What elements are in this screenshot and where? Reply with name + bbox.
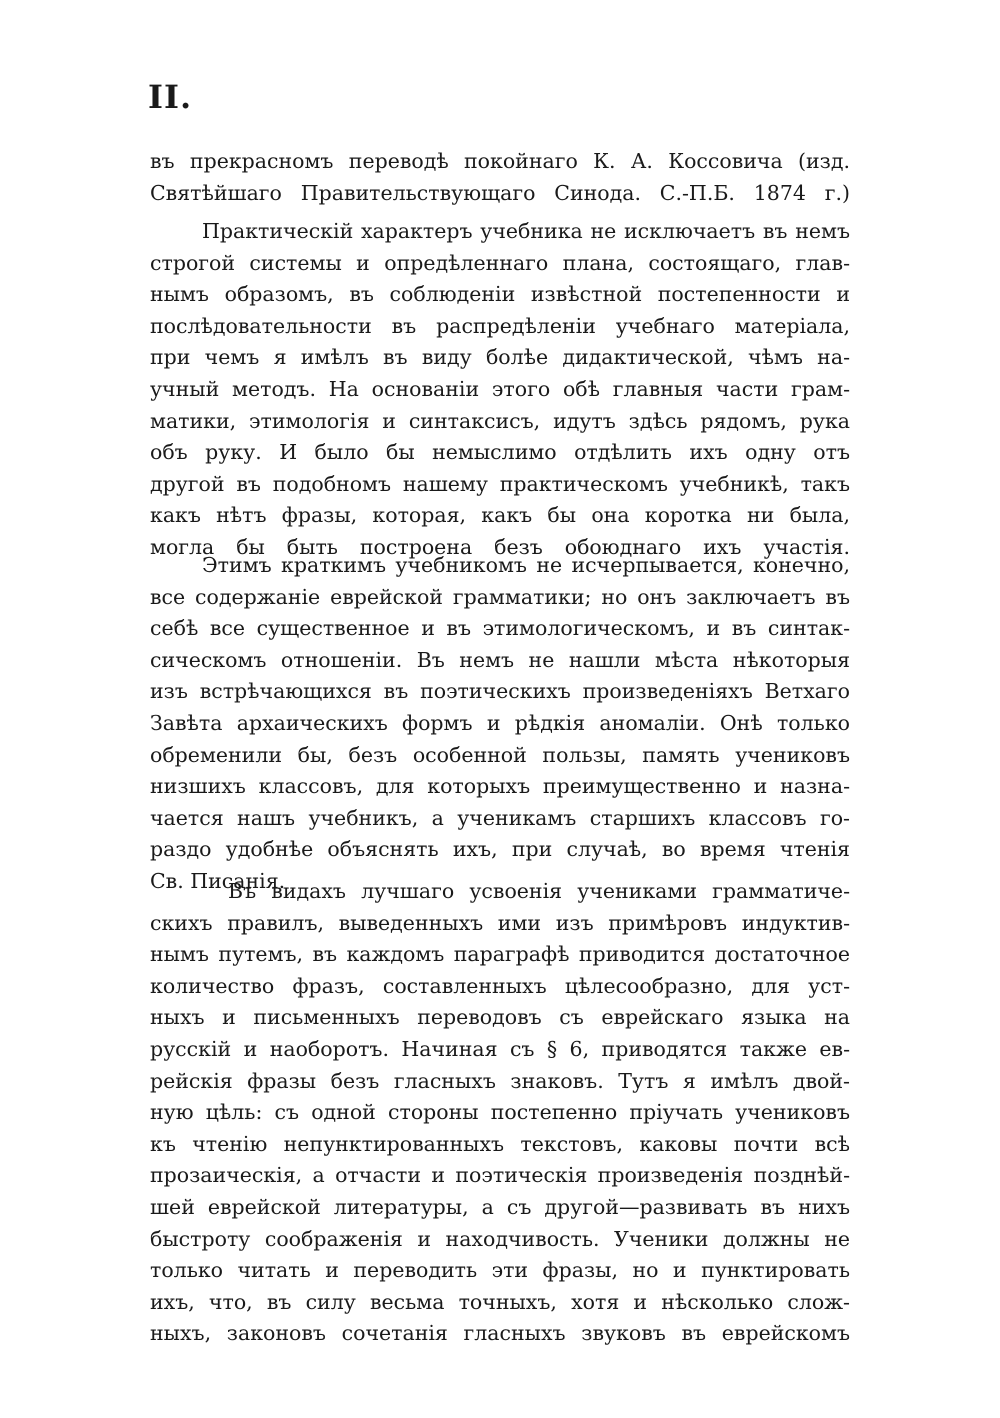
text-line: строгой системы и опредѣленнаго плана, состоящаго, глав-: [150, 250, 850, 275]
text-line: прозаическія, а отчасти и поэтическія произведенія позднѣй-: [150, 1163, 850, 1188]
text-line: ную цѣль: съ одной стороны постепенно пріучать учениковъ: [150, 1100, 850, 1125]
text-line: нымъ путемъ, въ каждомъ параграфѣ приводится достаточное: [150, 942, 850, 967]
text-line: въ прекрасномъ переводѣ покойнаго К. А. Коссовича (изд.: [150, 149, 850, 173]
text-line: ихъ, что, въ силу весьма точныхъ, хотя и нѣсколько слож-: [150, 1289, 850, 1314]
text-line: быстроту соображенія и находчивость. Ученики должны не: [150, 1226, 850, 1251]
text-line: могла бы быть построена безъ обоюднаго ихъ участія.: [150, 534, 850, 559]
text-line: нымъ образомъ, въ соблюденіи извѣстной постепенности и: [150, 282, 850, 307]
text-line: раздо удобнѣе объяснять ихъ, при случаѣ, во время чтенія: [150, 837, 850, 862]
text-line: Въ видахъ лучшаго усвоенія учениками грамматиче-: [228, 879, 850, 903]
text-line: учный методъ. На основаніи этого обѣ главныя части грам-: [150, 376, 850, 401]
text-line: Святѣйшаго Правительствующаго Синода. С.-П.Б. 1874 г.): [150, 180, 850, 205]
text-line: ныхъ, законовъ сочетанія гласныхъ звуковъ въ еврейскомъ: [150, 1321, 850, 1346]
text-line: чается нашъ учебникъ, а ученикамъ старшихъ классовъ го-: [150, 805, 850, 830]
text-line: рейскія фразы безъ гласныхъ знаковъ. Тутъ я имѣлъ двой-: [150, 1068, 850, 1093]
text-line: ныхъ и письменныхъ переводовъ съ еврейскаго языка на: [150, 1005, 850, 1030]
text-line: обременили бы, безъ особенной пользы, память учениковъ: [150, 742, 850, 767]
text-line: низшихъ классовъ, для которыхъ преимущественно и назна-: [150, 774, 850, 799]
text-line: Этимъ краткимъ учебникомъ не исчерпывается, конечно,: [202, 553, 850, 577]
paragraph-3: [150, 550, 850, 898]
paragraph-4: [150, 876, 850, 1350]
text-line: Завѣта архаическихъ формъ и рѣдкія аномаліи. Онѣ только: [150, 710, 850, 735]
text-line: матики, этимологія и синтаксисъ, идутъ здѣсь рядомъ, рука: [150, 408, 850, 433]
page-number: II.: [148, 78, 193, 116]
text-line: какъ нѣтъ фразы, которая, какъ бы она коротка ни была,: [150, 503, 850, 528]
text-line: изъ встрѣчающихся въ поэтическихъ произведеніяхъ Ветхаго: [150, 679, 850, 704]
text-line: послѣдовательности въ распредѣленіи учебнаго матеріала,: [150, 313, 850, 338]
text-line: сическомъ отношеніи. Въ немъ не нашли мѣста нѣкоторыя: [150, 647, 850, 672]
text-line: другой въ подобномъ нашему практическомъ учебникѣ, такъ: [150, 471, 850, 496]
text-line: при чемъ я имѣлъ въ виду болѣе дидактической, чѣмъ на-: [150, 345, 850, 370]
text-line: Св. Писанія.: [150, 868, 286, 893]
text-line: только читать и переводить эти фразы, но и пунктировать: [150, 1258, 850, 1283]
paragraph-2: [150, 216, 850, 564]
text-line: объ руку. И было бы немыслимо отдѣлить ихъ одну отъ: [150, 440, 850, 465]
text-line: все содержаніе еврейской грамматики; но онъ заключаетъ въ: [150, 584, 850, 609]
text-line: шей еврейской литературы, а съ другой—развивать въ нихъ: [150, 1194, 850, 1219]
text-line: количество фразъ, составленныхъ цѣлесообразно, для уст-: [150, 973, 850, 998]
text-line: къ чтенію непунктированныхъ текстовъ, каковы почти всѣ: [150, 1131, 850, 1156]
text-line: себѣ все существенное и въ этимологическомъ, и въ синтак-: [150, 616, 850, 641]
text-line: русскій и наоборотъ. Начиная съ § 6, приводятся также ев-: [150, 1036, 850, 1061]
text-line: скихъ правилъ, выведенныхъ ими изъ примѣровъ индуктив-: [150, 910, 850, 935]
paragraph-1: [150, 146, 850, 209]
text-line: Практическій характеръ учебника не исключаетъ въ немъ: [202, 219, 850, 243]
